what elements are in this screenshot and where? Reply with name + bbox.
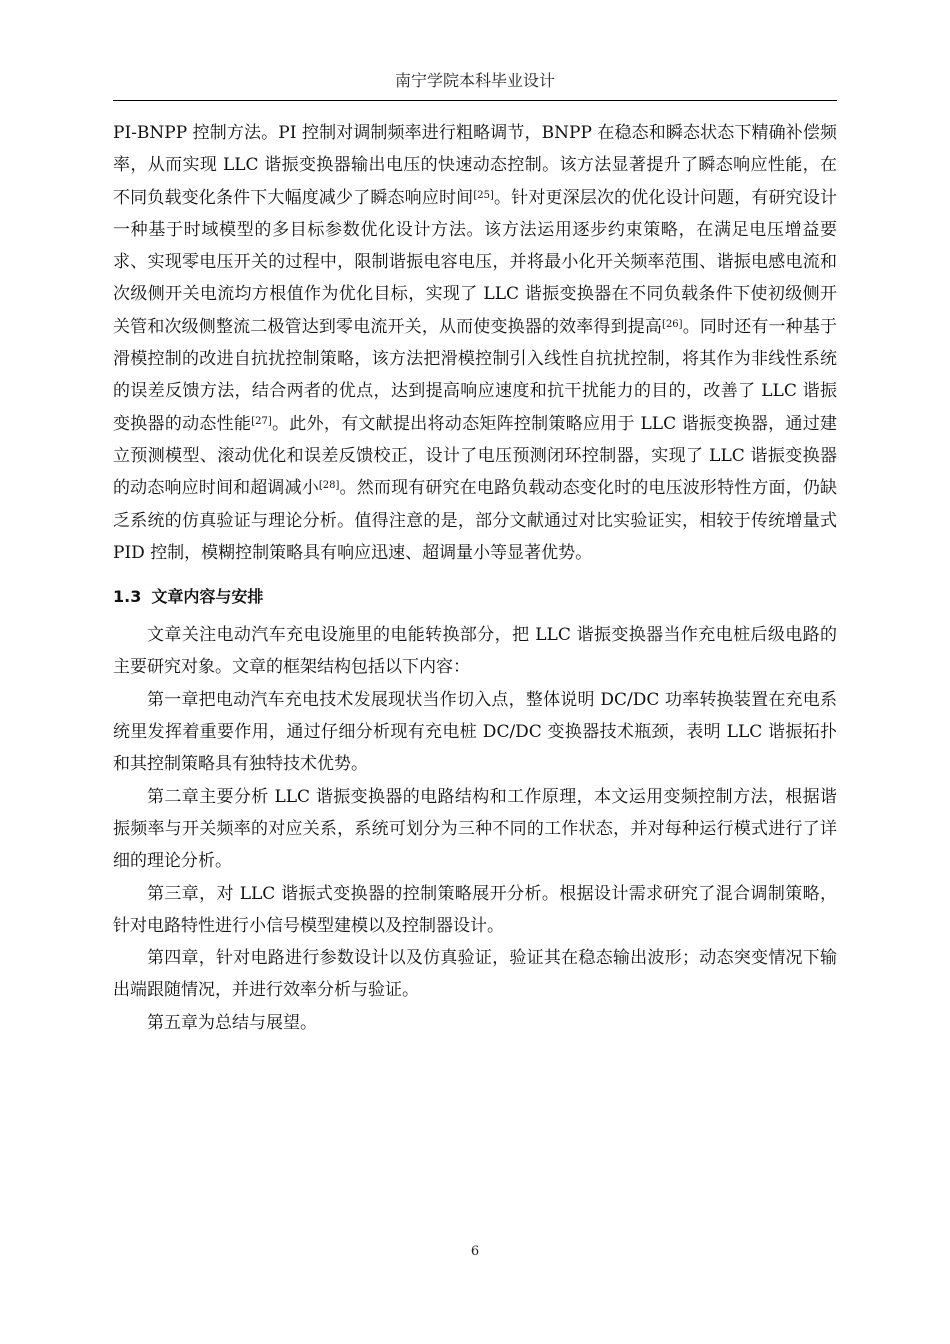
page-number: 6: [470, 1244, 480, 1259]
text-run: PI-BNPP 控制方法。PI 控制对调制频率进行粗略调节，BNPP 在稳态和瞬态状态下精确补偿频率，从而实现 LLC 谐振变换器输出电压的快速动态控制。该方法显著提升了瞬态响应性能，在不同负载变化条件下大幅度减少了瞬态响应时间: [113, 123, 837, 208]
citation: [28]: [318, 480, 340, 492]
paragraph-chapter-1: 第一章把电动汽车充电技术发展现状当作切入点，整体说明 DC/DC 功率转换装置在充电系统里发挥着重要作用，通过仔细分析现有充电桩 DC/DC 变换器技术瓶颈，表明 LLC 谐振拓扑和其控制策略具有独特技术优势。: [113, 689, 837, 775]
paragraph-chapter-3: 第三章，对 LLC 谐振式变换器的控制策略展开分析。根据设计需求研究了混合调制策略，针对电路特性进行小信号模型建模以及控制器设计。: [113, 883, 837, 936]
page-header: 南宁学院本科毕业设计: [394, 71, 555, 90]
page-body: [113, 117, 837, 1039]
citation: [25]: [473, 189, 494, 201]
text-run: 。针对更深层次的优化设计问题，有研究设计一种基于时域模型的多目标参数优化设计方法。该方法运用逐步约束策略，在满足电压增益要求、实现零电压开关的过程中，限制谐振电容电压，并将最小化开关频率范围、谐振电感电流和次级侧开关电流均方根值作为优化目标，实现了 LLC 谐振变换器在不同负载条件下使初级侧开关管和次级侧整流二极管达到零电流开关，从而使变换器的效率得到提高: [113, 187, 837, 337]
paragraph-intro: 文章关注电动汽车充电设施里的电能转换部分，把 LLC 谐振变换器当作充电桩后级电路的主要研究对象。文章的框架结构包括以下内容：: [113, 625, 837, 678]
section-number: 1.3: [113, 587, 142, 607]
text-run: 。同时还有一种基于滑模控制的改进自抗扰控制策略，该方法把滑模控制引入线性自抗扰控制，将其作为非线性系统的误差反馈方法，结合两者的优点，达到提高响应速度和抗干扰能力的目的，改善了 LLC 谐振变换器的动态性能: [113, 316, 837, 434]
section-heading: [113, 585, 837, 609]
citation: [27]: [251, 415, 272, 427]
paragraph-chapter-4: 第四章，针对电路进行参数设计以及仿真验证，验证其在稳态输出波形；动态突变情况下输出端跟随情况，并进行效率分析与验证。: [113, 948, 837, 1001]
citation: [26]: [662, 318, 683, 330]
paragraph-control-methods: [113, 117, 837, 569]
paragraph-chapter-2: 第二章主要分析 LLC 谐振变换器的电路结构和工作原理，本文运用变频控制方法，根据谐振频率与开关频率的对应关系，系统可划分为三种不同的工作状态，并对每种运行模式进行了详细的理论分析。: [113, 786, 837, 872]
section-title: 文章内容与安排: [151, 587, 264, 607]
header-rule: [113, 100, 837, 101]
paragraph-chapter-5: 第五章为总结与展望。: [147, 1012, 317, 1033]
text-run: 。此外，有文献提出将动态矩阵控制策略应用于 LLC 谐振变换器，通过建立预测模型、滚动优化和误差反馈校正，设计了电压预测闭环控制器，实现了 LLC 谐振变换器的动态响应时间和超调减小: [113, 413, 837, 499]
text-run: 。然而现有研究在电路负载动态变化时的电压波形特性方面，仍缺乏系统的仿真验证与理论分析。值得注意的是，部分文献通过对比实验证实，相较于传统增量式 PID 控制，模糊控制策略具有响应迅速、超调量小等显著优势。: [113, 478, 838, 563]
